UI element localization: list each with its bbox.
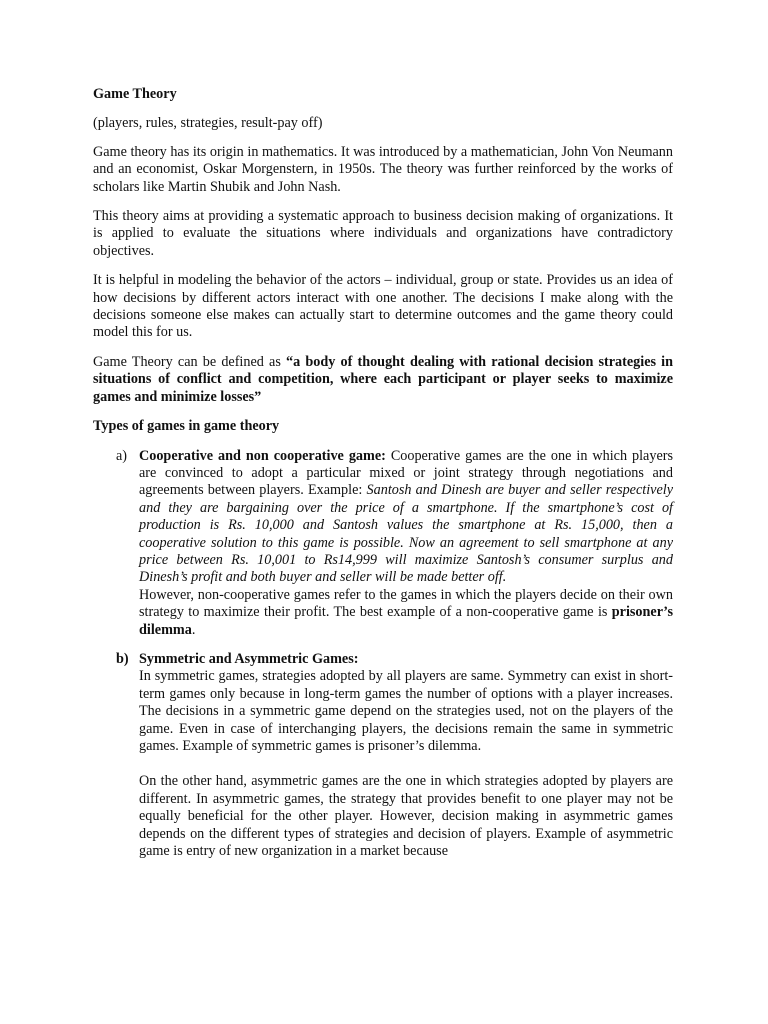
cooperative-text: Cooperative games are the one in which players are convinced to adopt a particular mixed or joint strategy through negotiations and agreements between players. Example: [139,447,673,499]
symmetric-heading: Symmetric and Asymmetric Games: [139,650,359,667]
definition-intro: Game Theory can be defined as [93,353,287,370]
cooperative-example: Santosh and Dinesh are buyer and seller respectively and they are bargaining over the price of a smartphone. If the smartphone’s cost of production is Rs. 10,000 and Santosh values the smartphone at Rs. 15,000, then a cooperative solution to this game is possible. Now an agreement to sell smartphone at any price between Rs. 10,001 to Rs14,999 will maximize Santosh’s consumer surplus and Dinesh’s profit and both buyer and seller will be made better off. [139,482,673,586]
list-marker-a: a) [116,447,128,464]
cooperative-body [139,448,673,639]
noncooperative-end: . [191,621,196,638]
asymmetric-paragraph: On the other hand, asymmetric games are the one in which strategies adopted by players are different. In asymmetric games, the strategy that provides benefit to one player may not be equally beneficial for the other player. However, decision making in asymmetric games depends on the different types of strategies and decision of players. Example of asymmetric game is entry of new organization in a market because [139,773,673,860]
document-page [93,86,673,872]
prisoners-dilemma-term: prisoner’s dilemma [139,604,673,638]
list-item-cooperative [93,448,673,639]
noncooperative-text [139,587,673,639]
definition-paragraph [93,354,673,406]
list-marker-b: b) [116,650,129,667]
symmetric-body [139,651,673,860]
list-item-symmetric [93,651,673,860]
cooperative-heading: Cooperative and non cooperative game: [139,447,386,464]
paragraph-behavior: It is helpful in modeling the behavior of the actors – individual, group or state. Provides us an idea of how decisions by different actors interact with one another. The decisions I make along with the decisions someone else makes can actually start to determine outcomes and the game theory could model this for us. [93,272,673,341]
paragraph-spacer [139,755,673,773]
types-heading: Types of games in game theory [93,418,280,435]
paragraph-purpose: This theory aims at providing a systematic approach to business decision making of organizations. It is applied to evaluate the situations where individuals and organizations have contradictory objectives. [93,208,673,259]
paragraph-origin: Game theory has its origin in mathematics. It was introduced by a mathematician, John Von Neumann and an economist, Oskar Morgenstern, in 1950s. The theory was further reinforced by the works of scholars like Martin Shubik and John Nash. [93,143,673,195]
document-subtitle: (players, rules, strategies, result-pay off) [93,115,323,132]
noncooperative-main: However, non-cooperative games refer to the games in which the players decide on their own strategy to maximize their profit. The best example of a non-cooperative game is [139,586,673,621]
definition-quote: “a body of thought dealing with rational decision strategies in situations of conflict and competition, where each participant or player seeks to maximize games and minimize losses” [93,353,674,405]
document-title: Game Theory [93,86,177,102]
symmetric-paragraph: In symmetric games, strategies adopted by all players are same. Symmetry can exist in short-term games only because in long-term games the number of options with a player increases. The decisions in a symmetric game depend on the strategies used, not on the players of the game. Even in case of interchanging players, the decisions remain the same in symmetric games. Example of symmetric games is prisoner’s dilemma. [139,668,673,754]
